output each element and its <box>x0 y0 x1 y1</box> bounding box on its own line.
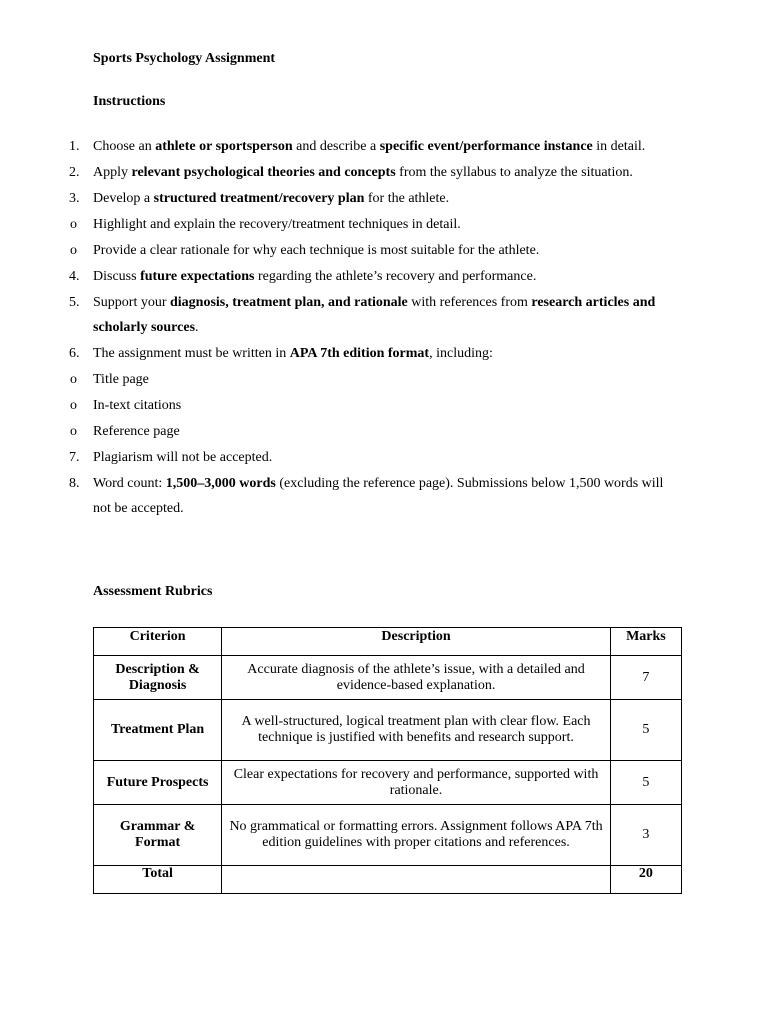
list-item <box>0 134 673 159</box>
total-marks: 20 <box>610 866 681 894</box>
text: Choose an <box>93 139 156 154</box>
table-total-row <box>94 866 682 894</box>
text: and describe a <box>292 139 380 154</box>
text: from the syllabus to analyze the situation. <box>395 165 633 180</box>
list-marker: 7. <box>69 450 80 465</box>
list-marker: o <box>70 372 77 387</box>
row-criterion: Grammar & Format <box>94 805 222 866</box>
bold-text: future expectations <box>140 269 255 284</box>
row-description: Clear expectations for recovery and performance, supported with rationale. <box>222 761 611 805</box>
list-marker: 3. <box>69 191 80 206</box>
list-marker: 1. <box>69 139 80 154</box>
row-marks: 3 <box>610 805 681 866</box>
list-item <box>0 238 673 263</box>
text: Apply <box>93 165 132 180</box>
header-description: Description <box>222 628 611 656</box>
list-item <box>0 186 673 211</box>
row-marks: 5 <box>610 700 681 761</box>
text: Plagiarism will not be accepted. <box>93 450 273 465</box>
text: Support your <box>93 295 170 310</box>
table-row <box>94 700 682 761</box>
text: in detail. <box>592 139 646 154</box>
list-item <box>0 341 673 366</box>
rubric-table <box>93 627 682 894</box>
row-description: No grammatical or formatting errors. Assignment follows APA 7th edition guidelines with proper citations and references. <box>222 805 611 866</box>
row-description: Accurate diagnosis of the athlete’s issue, with a detailed and evidence-based explanation. <box>222 656 611 700</box>
list-marker: 8. <box>69 476 80 491</box>
list-marker: 4. <box>69 269 80 284</box>
table-row <box>94 656 682 700</box>
text: for the athlete. <box>364 191 450 206</box>
row-criterion: Treatment Plan <box>94 700 222 761</box>
list-marker: o <box>70 217 77 232</box>
text: , including: <box>429 346 493 361</box>
text: In-text citations <box>93 398 182 413</box>
row-marks: 7 <box>610 656 681 700</box>
total-label: Total <box>94 866 222 894</box>
list-marker: o <box>70 243 77 258</box>
bold-text: structured treatment/recovery plan <box>153 191 365 206</box>
header-marks: Marks <box>610 628 681 656</box>
bold-text: diagnosis, treatment plan, and rationale <box>170 295 408 310</box>
list-marker: 2. <box>69 165 80 180</box>
table-row <box>94 761 682 805</box>
list-item <box>0 264 673 289</box>
list-marker: o <box>70 424 77 439</box>
text: (excluding the reference page). Submissions below 1,500 words will not be accepted. <box>93 476 664 516</box>
row-criterion: Description & Diagnosis <box>94 656 222 700</box>
list-item <box>0 160 673 185</box>
text: Title page <box>93 372 149 387</box>
instructions-heading: Instructions <box>93 94 166 109</box>
bold-text: relevant psychological theories and concepts <box>131 165 396 180</box>
text: Develop a <box>93 191 154 206</box>
row-description: A well-structured, logical treatment plan with clear flow. Each technique is justified with benefits and research support. <box>222 700 611 761</box>
row-marks: 5 <box>610 761 681 805</box>
text: Word count: <box>93 476 166 491</box>
text: with references from <box>407 295 532 310</box>
list-marker: 5. <box>69 295 80 310</box>
total-description <box>222 866 611 894</box>
text: Discuss <box>93 269 141 284</box>
table-header-row <box>94 628 682 656</box>
rubrics-heading: Assessment Rubrics <box>93 584 213 599</box>
list-item <box>0 367 673 392</box>
row-criterion: Future Prospects <box>94 761 222 805</box>
bold-text: research articles and scholarly sources <box>93 295 656 335</box>
list-marker: o <box>70 398 77 413</box>
table-row <box>94 805 682 866</box>
text: The assignment must be written in <box>93 346 290 361</box>
text: Reference page <box>93 424 180 439</box>
bold-text: specific event/performance instance <box>379 139 593 154</box>
list-marker: 6. <box>69 346 80 361</box>
text: Provide a clear rationale for why each technique is most suitable for the athlete. <box>93 243 540 258</box>
document-title: Sports Psychology Assignment <box>93 51 276 66</box>
list-item <box>0 445 673 470</box>
list-item <box>0 471 673 521</box>
list-item <box>0 419 673 444</box>
list-item <box>0 393 673 418</box>
text: . <box>195 320 199 335</box>
text: regarding the athlete’s recovery and performance. <box>254 269 537 284</box>
header-criterion: Criterion <box>94 628 222 656</box>
list-item <box>0 212 673 237</box>
instructions-list <box>0 134 768 522</box>
bold-text: 1,500–3,000 words <box>165 476 276 491</box>
bold-text: athlete or sportsperson <box>155 139 293 154</box>
text: Highlight and explain the recovery/treatment techniques in detail. <box>93 217 461 232</box>
list-item <box>0 290 673 340</box>
bold-text: APA 7th edition format <box>289 346 430 361</box>
